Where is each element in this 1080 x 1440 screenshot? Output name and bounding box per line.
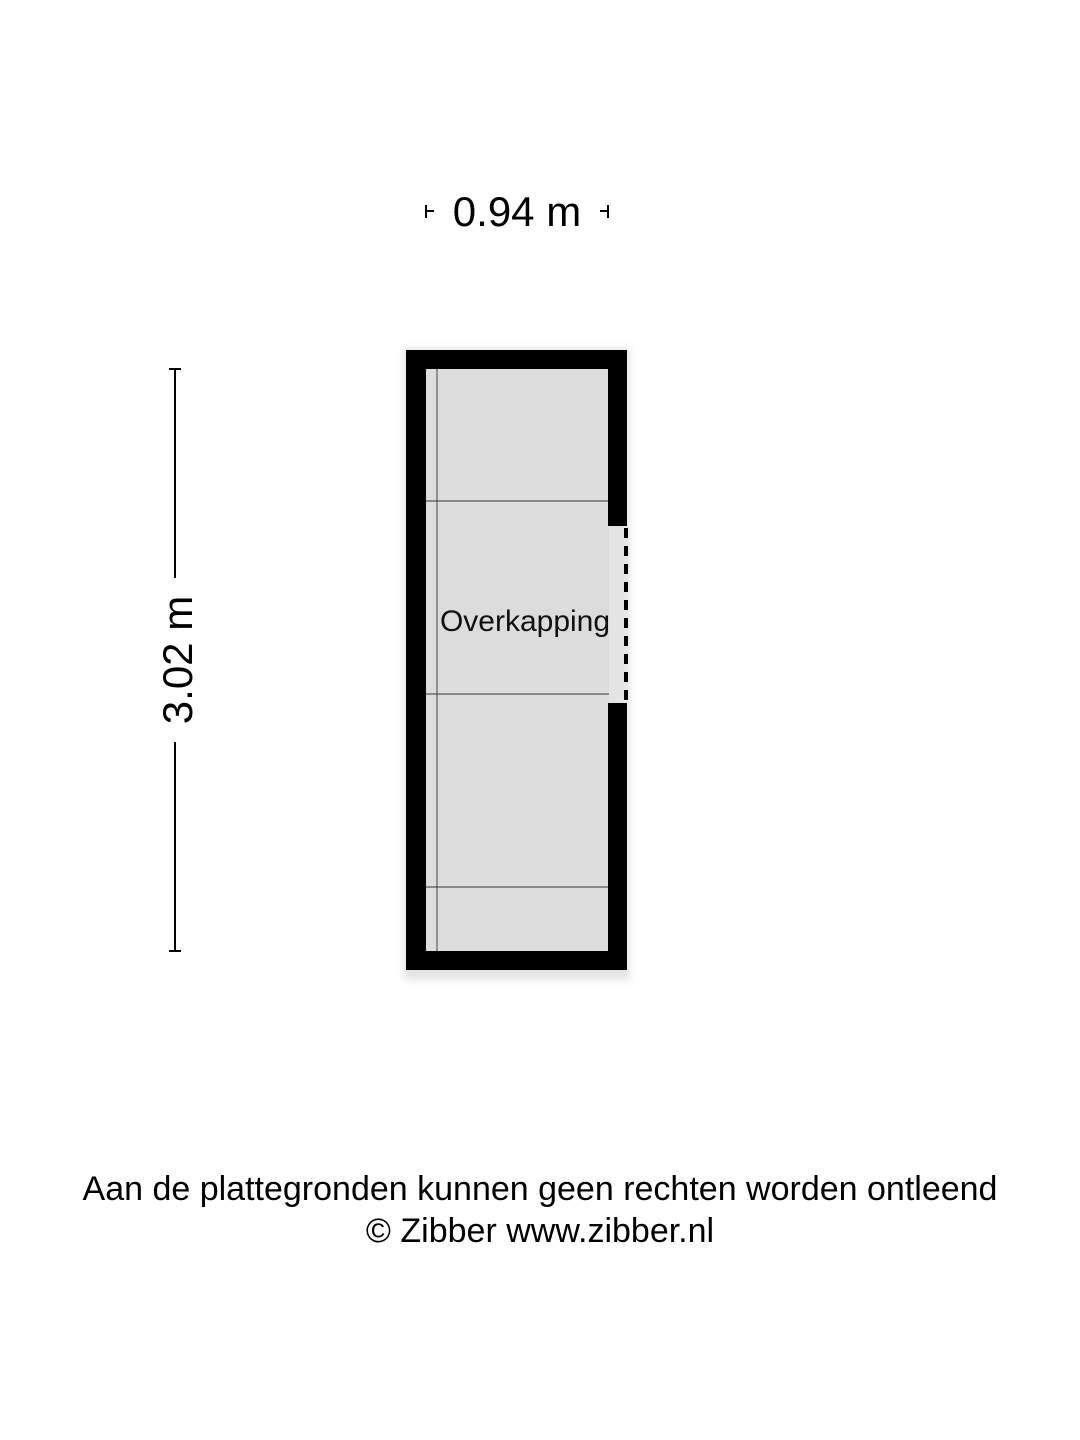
room-floor xyxy=(426,369,609,951)
width-dimension xyxy=(426,188,608,235)
wall-top xyxy=(406,350,627,369)
wall-left xyxy=(406,350,426,970)
wall-bottom xyxy=(406,951,627,970)
footer xyxy=(0,1168,1080,1252)
wall-right-upper xyxy=(608,350,627,526)
height-dimension xyxy=(154,369,201,951)
wall-right-lower xyxy=(608,703,627,970)
copyright-text: © Zibber www.zibber.nl xyxy=(365,1212,715,1250)
room-label: Overkapping xyxy=(439,605,611,638)
disclaimer-text: Aan de plattegronden kunnen geen rechten worden ontleend xyxy=(82,1170,998,1208)
height-dimension-label: 3.02 m xyxy=(154,595,201,725)
room-overkapping xyxy=(404,348,630,980)
width-dimension-label: 0.94 m xyxy=(452,188,582,235)
